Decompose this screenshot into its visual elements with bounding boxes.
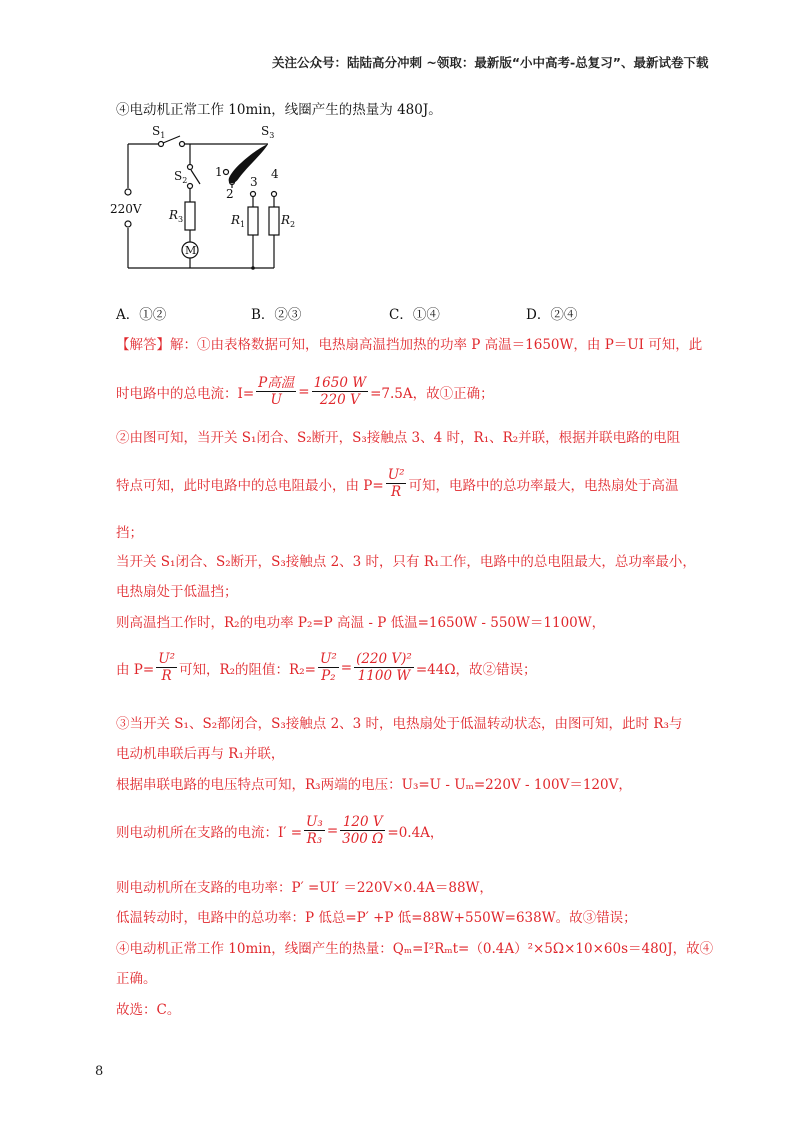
svg-text:S1: $S_1$ (152, 124, 166, 140)
solution-line-10: ③当开关 S₁、S₂都闭合，S₃接触点 2、3 时，电热扇处于低温转动状态，由图可知，此时 R₃与 (116, 716, 683, 732)
fraction-r2-values: $\frac{\text{(220 V)²}}{1100 W}$ (356, 651, 412, 684)
solution-line-18: 故选：C。 (116, 1002, 181, 1018)
fraction-current-values: $\frac{1650 W}{220 V}$ (313, 375, 367, 408)
solution-line-15: 低温转动时，电路中的总功率：P 低总=P′ +P 低=88W+550W=638W。故③错误； (116, 910, 637, 926)
svg-text:S3: $S_3$ (261, 124, 275, 140)
solution-line-14: 则电动机所在支路的电功率：P′ =UI′ ＝220V×0.4A＝88W， (116, 880, 493, 896)
solution-line-13: 则电动机所在支路的电流：I′ = $\frac{\text{U₃}}{\text{R₃}}$ = $\frac{120 V}{300 \Omega}$ =0.4A， (116, 814, 444, 847)
fraction-r2-formula: $\frac{\text{U²}}{\text{P₂}}$ (319, 651, 337, 684)
svg-text:R1: $R_1$ (231, 213, 246, 229)
svg-text:4: 4 (271, 167, 279, 181)
solution-line-12: 根据串联电路的电压特点可知，R₃两端的电压：U₃=U - Uₘ=220V - 100V＝120V， (116, 777, 632, 793)
solution-line-9: 由 P= $\frac{\text{U²}}{R}$ 可知，R₂的阻值：R₂= $\frac{\text{U²}}{\text{P₂}}$ = $\frac{\text{(220 V)²}}{1100 W}$ =44Ω，故②错误； (116, 651, 537, 684)
solution-line-6: 当开关 S₁闭合、S₂断开，S₃接触点 2、3 时，只有 R₁工作，电路中的总电阻最大，总功率最小， (116, 554, 696, 570)
solution-line-2: 时电路中的总电流：I= $\frac{\text{P高温}}{U}$ = $\frac{1650 W}{220 V}$ =7.5A，故①正确； (116, 375, 494, 408)
solution-line-7: 电热扇处于低温挡； (116, 584, 238, 600)
fraction-current-formula: $\frac{\text{P高温}}{U}$ (258, 375, 295, 408)
fraction-power-formula: $\frac{\text{U²}}{R}$ (387, 467, 405, 500)
svg-text:220V: 220V (110, 202, 142, 216)
option-c: C．①④ (389, 307, 440, 323)
fraction-branch-current-formula: $\frac{\text{U₃}}{\text{R₃}}$ (306, 814, 323, 847)
svg-text:S2: $S_2$ (174, 169, 188, 185)
option-b: B．②③ (251, 307, 302, 323)
circuit-diagram (108, 122, 308, 274)
svg-text:2: 2 (226, 187, 234, 201)
page-header: 关注公众号：陆陆高分冲刺 ~领取：最新版“小中高考-总复习”、最新试卷下载 (272, 55, 709, 70)
solution-line-3: ②由图可知，当开关 S₁闭合、S₂断开，S₃接触点 3、4 时，R₁、R₂并联，根据并联电路的电阻 (116, 430, 681, 446)
svg-text:R2: $R_2$ (281, 213, 296, 229)
solution-line-4: 特点可知，此时电路中的总电阻最小，由 P= $\frac{\text{U²}}{R}$ 可知，电路中的总功率最大，电热扇处于高温 (116, 467, 679, 500)
svg-text:3: 3 (250, 175, 258, 189)
option-a: A．①② (116, 307, 167, 323)
solution-line-1: 【解答】解：①由表格数据可知，电热扇高温挡加热的功率 P 高温＝1650W，由 P＝UI 可知，此 (116, 337, 703, 353)
page-number: 8 (95, 1064, 104, 1079)
option-d: D．②④ (526, 307, 578, 323)
solution-line-5: 挡； (116, 525, 143, 541)
solution-line-11: 电动机串联后再与 R₁并联， (116, 746, 285, 762)
svg-text:R3: $R_3$ (169, 208, 184, 224)
solution-line-17: 正确。 (116, 971, 157, 987)
solution-line-8: 则高温挡工作时，R₂的电功率 P₂=P 高温 - P 低温=1650W - 550W＝1100W， (116, 615, 606, 631)
fraction-p-formula: $\frac{\text{U²}}{R}$ (158, 651, 175, 684)
svg-text:1: 1 (215, 165, 223, 179)
svg-text:M: M (185, 244, 197, 257)
solution-line-16: ④电动机正常工作 10min，线圈产生的热量：Qₘ=I²Rₘt=（0.4A）²×5Ω×10×60s＝480J，故④ (116, 941, 714, 957)
fraction-branch-current-values: $\frac{120 V}{300 \Omega}$ (342, 814, 384, 847)
question-item-4: ④电动机正常工作 10min，线圈产生的热量为 480J。 (116, 102, 442, 118)
